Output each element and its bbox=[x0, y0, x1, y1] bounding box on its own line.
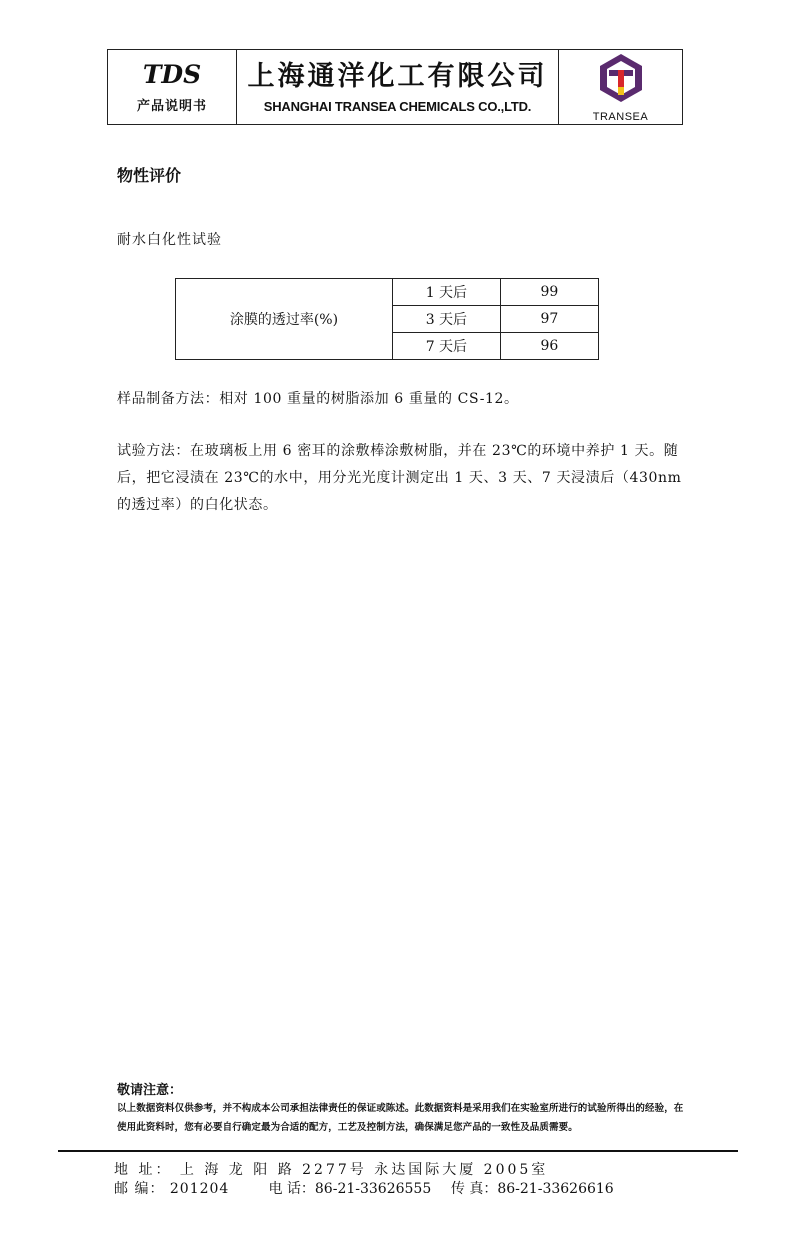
footer-fax: 传 真：86-21-33626616 bbox=[450, 1181, 614, 1197]
document-header bbox=[107, 49, 683, 125]
notice-body: 以上数据资料仅供参考，并不构成本公司承担法律责任的保证或陈述。此数据资料是采用我们在实验室所进行的试验所得出的经验，在使用此资料时，您有必要自行确定最为合适的配方，工艺及控制方法，确保满足您产品的一致性及品质需要。 bbox=[117, 1103, 684, 1133]
company-name-cn: 上海通洋化工有限公司 bbox=[247, 60, 548, 92]
section-title: 物性评价 bbox=[117, 166, 182, 185]
company-name-en: SHANGHAI TRANSEA CHEMICALS CO.,LTD. bbox=[263, 98, 532, 114]
footer-address: 地 址： 上 海 龙 阳 路 2277号 永达国际大厦 2005室 bbox=[114, 1162, 549, 1178]
value-cell: 99 bbox=[500, 279, 598, 306]
logo-block bbox=[559, 50, 682, 124]
test-method-text: 试验方法：在玻璃板上用 6 密耳的涂敷棒涂敷树脂，并在 23℃的环境中养护 1 天。随后，把它浸渍在 23℃的水中，用分光光度计测定出 1 天、3 天、7 天浸渍后（430nm 的透过率）的白化状态。 bbox=[117, 443, 682, 513]
test-title: 耐水白化性试验 bbox=[117, 232, 222, 248]
day-cell: 1 天后 bbox=[392, 279, 500, 306]
table-row bbox=[176, 279, 599, 306]
footer-phone: 电 话：86-21-33626555 bbox=[268, 1181, 432, 1197]
tds-subtitle: 产品说明书 bbox=[136, 98, 207, 114]
value-cell: 97 bbox=[500, 306, 598, 333]
transea-logo-icon bbox=[595, 51, 647, 109]
sample-prep-text: 样品制备方法：相对 100 重量的树脂添加 6 重量的 CS-12。 bbox=[117, 391, 519, 407]
day-cell: 3 天后 bbox=[392, 306, 500, 333]
logo-text: TRANSEA bbox=[592, 111, 649, 123]
footer-divider bbox=[58, 1150, 738, 1152]
notice-title: 敬请注意： bbox=[117, 1083, 183, 1098]
value-cell: 96 bbox=[500, 333, 598, 360]
day-cell: 7 天后 bbox=[392, 333, 500, 360]
company-block bbox=[237, 50, 559, 124]
row-label: 涂膜的透过率(%) bbox=[176, 279, 393, 360]
transmittance-table bbox=[175, 278, 599, 360]
footer-contacts bbox=[114, 1178, 614, 1198]
tds-block bbox=[108, 50, 237, 124]
footer-postcode: 邮 编： 201204 bbox=[114, 1181, 230, 1197]
tds-label: TDS bbox=[142, 59, 202, 89]
